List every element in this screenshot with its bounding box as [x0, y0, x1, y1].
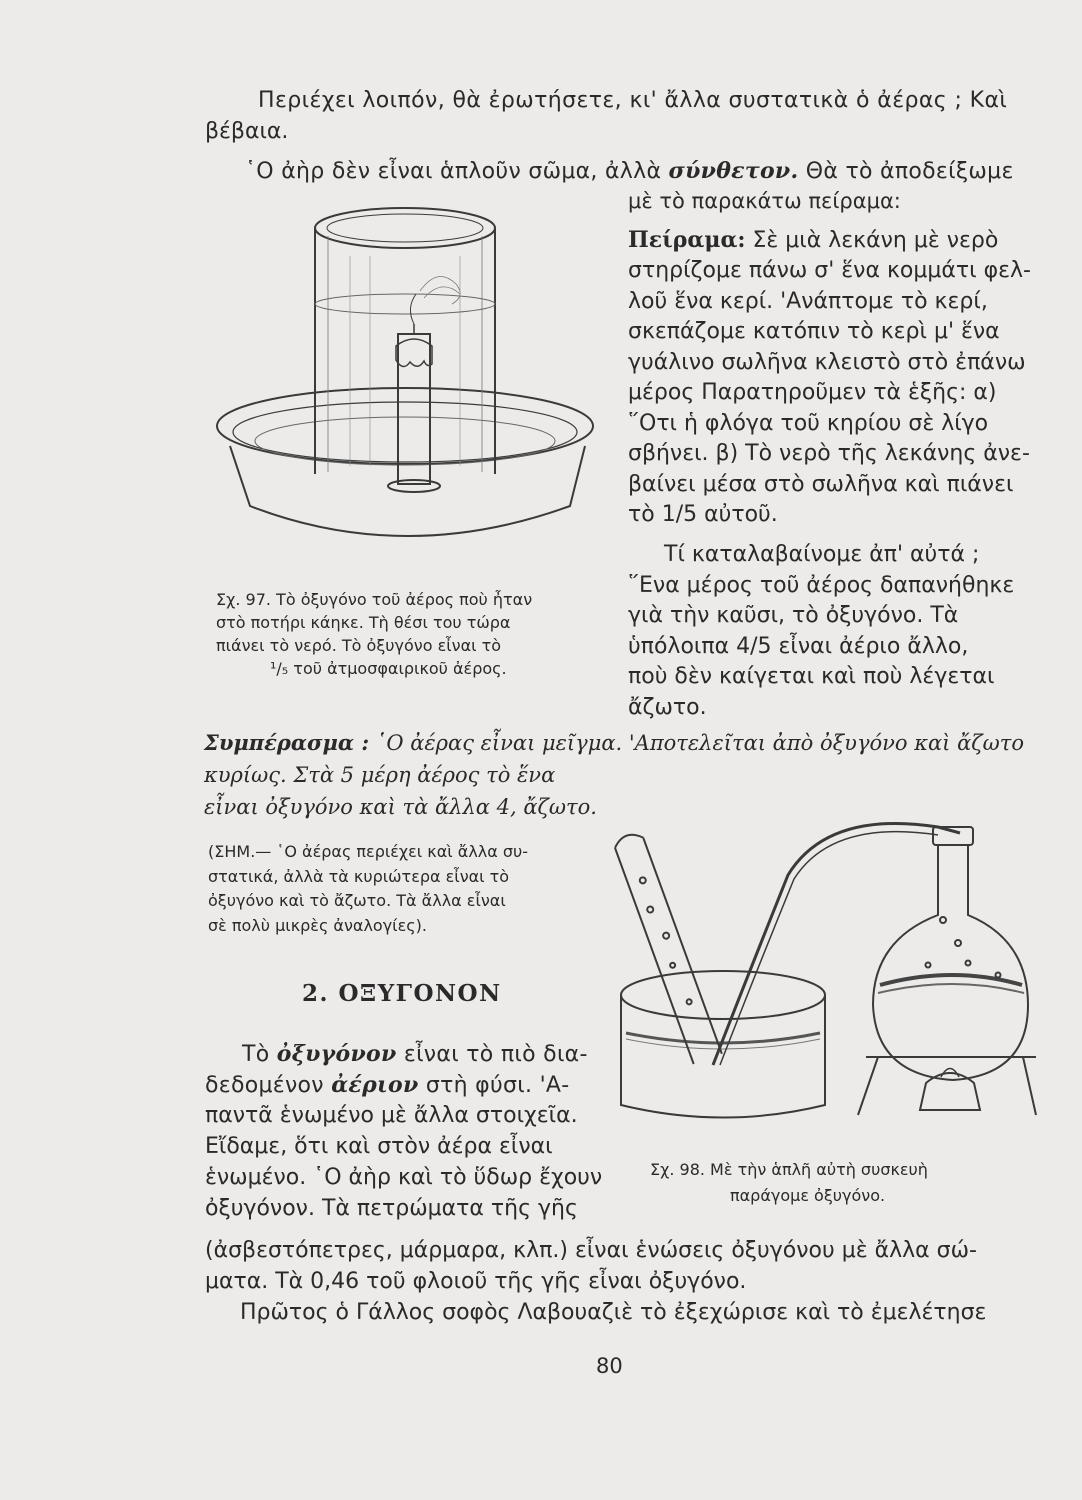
oxygen-line-1-text: Τὸ [242, 1042, 270, 1067]
smoke [420, 276, 460, 304]
experiment-line: Τί καταλαβαίνομε ἀπ' αὐτά ; [664, 542, 980, 567]
oxygen-apparatus-illustration [608, 815, 1038, 1125]
experiment-line: λοῦ ἕνα κερί. 'Ανάπτομε τὸ κερί, [628, 288, 988, 314]
oxygen-term: ὀξυγόνον [276, 1041, 397, 1067]
note-line: (ΣΗΜ.— ῾Ο ἀέρας περιέχει καὶ ἄλλα συ- [208, 842, 529, 861]
oxygen-line-5: ἑνωμένο. ῾Ο ἀὴρ καὶ τὸ ὕδωρ ἔχουν [205, 1165, 603, 1190]
experiment-line: τὸ 1/5 αὐτοῦ. [628, 502, 778, 527]
tripod-legs [858, 1057, 1036, 1115]
experiment-line: στηρίζομε πάνω σ' ἕνα κομμάτι φελ- [628, 258, 1031, 283]
experiment-line-1-text: Σὲ μιὰ λεκάνη μὲ νερὸ [752, 228, 999, 253]
caption-line: ¹/₅ τοῦ ἀτμοσφαιρικοῦ ἀέρος. [270, 659, 507, 678]
experiment-text-2 [628, 540, 1014, 723]
experiment-line: μέρος Παρατηροῦμεν τὰ ἑξῆς: α) [628, 380, 997, 405]
intro-line-2: βέβαια. [205, 119, 289, 144]
experiment-line: σβήνει. β) Τὸ νερὸ τῆς λεκάνης ἀνε- [628, 441, 1030, 466]
oxygen-line-2-rest: στὴ φύσι. 'Α- [425, 1073, 570, 1098]
oxygen-line-2-text: δεδομένον [205, 1073, 324, 1098]
caption-line: πιάνει τὸ νερό. Τὸ ὀξυγόνο εἶναι τὸ [216, 636, 502, 655]
delivery-tube [713, 823, 960, 1065]
experiment-label: Πείραμα: [628, 227, 746, 253]
page-number: 80 [596, 1354, 623, 1378]
caption-line: στὸ ποτήρι κάηκε. Τὴ θέσι του τώρα [216, 613, 511, 632]
oxygen-line-2 [205, 1070, 570, 1101]
experiment-line: γιὰ τὴν καῦσι, τὸ ὀξυγόνο. Τὰ [628, 603, 959, 628]
experiment-line: ῞Ενα μέρος τοῦ ἀέρος δαπανήθηκε [628, 572, 1015, 598]
figure-98-caption-line-2: παράγομε ὀξυγόνο. [730, 1186, 886, 1205]
experiment-line: ἄζωτο. [628, 694, 707, 720]
oxygen-line-1 [242, 1039, 588, 1070]
intro-line-3 [245, 156, 1014, 187]
experiment-text [628, 256, 1031, 531]
oxygen-line-4: Εἴδαμε, ὅτι καὶ στὸν ἀέρα εἶναι [205, 1134, 553, 1159]
intro-line-4: μὲ τὸ παρακάτω πείραμα: [628, 189, 901, 213]
intro-line-1: Περιέχει λοιπόν, θὰ ἐρωτήσετε, κι' ἄλλα συστατικὰ ὁ ἀέρας ; Καὶ [258, 88, 1008, 113]
oxygen-line-7: (ἀσβεστόπετρες, μάρμαρα, κλπ.) εἶναι ἑνώσεις ὀξυγόνου μὲ ἄλλα σώ- [205, 1238, 977, 1263]
experiment-line: σκεπάζομε κατόπιν τὸ κερὶ μ' ἕνα [628, 319, 1000, 344]
oxygen-line-1-rest: εἶναι τὸ πιὸ δια- [403, 1042, 588, 1067]
note-block [208, 840, 528, 938]
experiment-line: βαίνει μέσα στὸ σωλῆνα καὶ πιάνει [628, 471, 1014, 497]
conclusion-line-2: κυρίως. Στὰ 5 μέρη ἀέρος τὸ ἕνα [204, 763, 556, 787]
oxygen-line-3: παντᾶ ἑνωμένο μὲ ἄλλα στοιχεῖα. [205, 1103, 578, 1128]
experiment-line-1 [628, 225, 998, 256]
section-heading: 2. ΟΞΥΓΟΝΟΝ [302, 980, 502, 1007]
experiment-line: γυάλινο σωλῆνα κλειστὸ στὸ ἐπάνω [628, 349, 1026, 375]
oxygen-line-6: ὀξυγόνον. Τὰ πετρώματα τῆς γῆς [205, 1196, 578, 1221]
figure-98-caption-line-1: Σχ. 98. Μὲ τὴν ἁπλῆ αὐτὴ συσκευὴ [650, 1160, 928, 1179]
figure-97-caption [216, 588, 532, 680]
conclusion-text: ῾Ο ἀέρας εἶναι μεῖγμα. 'Αποτελεῖται ἀπὸ ὀξυγόνο καὶ ἄζωτο [375, 731, 1025, 755]
candle-experiment-illustration [210, 196, 610, 576]
oxygen-line-9: Πρῶτος ὁ Γάλλος σοφὸς Λαβουαζιὲ τὸ ἐξεχώρισε καὶ τὸ ἐμελέτησε [240, 1300, 987, 1325]
note-line: ὀξυγόνο καὶ τὸ ἄζωτο. Τὰ ἄλλα εἶναι [208, 891, 506, 910]
flask [873, 845, 1028, 1080]
note-line: στατικά, ἀλλὰ τὰ κυριώτερα εἶναι τὸ [208, 866, 510, 886]
conclusion-line-1 [204, 728, 1024, 758]
test-tube [615, 838, 722, 1064]
intro-line-3-rest: Θὰ τὸ ἀποδείξωμε [805, 159, 1014, 184]
cork [388, 480, 440, 492]
synthetic-term: σύνθετον. [668, 158, 799, 184]
note-line: σὲ πολὺ μικρὲς ἀναλογίες). [208, 915, 427, 935]
conclusion-line-3: εἶναι ὀξυγόνο καὶ τὰ ἄλλα 4, ἄζωτο. [204, 795, 597, 819]
conclusion-label: Συμπέρασμα : [204, 730, 370, 755]
intro-line-3-text: ῾Ο ἀὴρ δὲν εἶναι ἁπλοῦν σῶμα, ἀλλὰ [245, 159, 662, 184]
trough-rim [621, 971, 825, 1019]
gas-term: ἀέριον [331, 1072, 419, 1098]
experiment-line: ῞Οτι ἡ φλόγα τοῦ κηρίου σὲ λίγο [628, 410, 989, 436]
caption-line: Σχ. 97. Τὸ ὀξυγόνο τοῦ ἀέρος ποὺ ἦταν [216, 590, 533, 609]
experiment-line: ὑπόλοιπα 4/5 εἶναι ἀέριο ἄλλο, [628, 633, 969, 659]
experiment-line: ποὺ δὲν καίγεται καὶ ποὺ λέγεται [628, 664, 995, 689]
oxygen-line-8: ματα. Τὰ 0,46 τοῦ φλοιοῦ τῆς γῆς εἶναι ὀξυγόνο. [205, 1269, 747, 1294]
